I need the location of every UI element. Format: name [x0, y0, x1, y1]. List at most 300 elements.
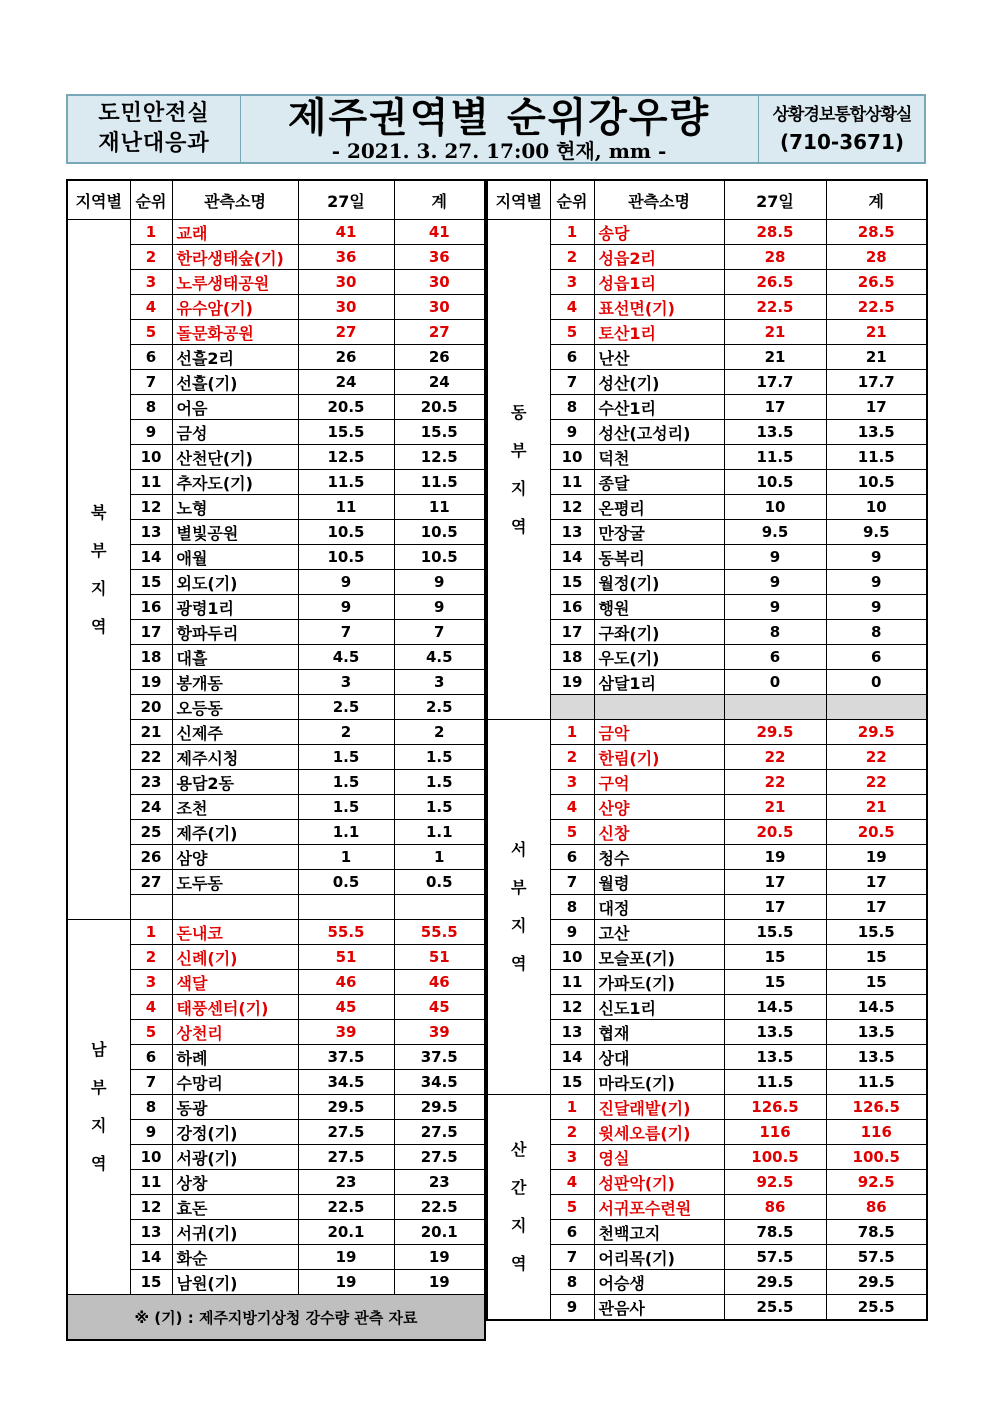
day-rainfall-cell: 9.5 — [724, 520, 826, 545]
station-cell: 성산(고성리) — [594, 420, 724, 445]
region-label: 동 부 지 역 — [487, 220, 550, 720]
station-cell: 신도1리 — [594, 995, 724, 1020]
rank-cell: 10 — [550, 945, 594, 970]
day-rainfall-cell: 100.5 — [724, 1145, 826, 1170]
total-rainfall-cell: 25.5 — [826, 1295, 927, 1321]
day-rainfall-cell: 12.5 — [298, 445, 394, 470]
station-cell: 협재 — [594, 1020, 724, 1045]
station-cell: 어리목(기) — [594, 1245, 724, 1270]
table-row — [487, 420, 927, 445]
table-row — [67, 770, 485, 795]
total-rainfall-cell: 15 — [826, 945, 927, 970]
table-row — [67, 570, 485, 595]
station-cell: 산천단(기) — [172, 445, 298, 470]
station-cell: 상대 — [594, 1045, 724, 1070]
rank-cell — [130, 895, 172, 920]
rank-cell: 12 — [130, 495, 172, 520]
day-rainfall-cell: 9 — [724, 570, 826, 595]
station-cell: 어음 — [172, 395, 298, 420]
day-rainfall-cell: 30 — [298, 270, 394, 295]
total-rainfall-cell: 39 — [394, 1020, 485, 1045]
table-row — [67, 295, 485, 320]
station-cell: 모슬포(기) — [594, 945, 724, 970]
total-rainfall-cell: 14.5 — [826, 995, 927, 1020]
rank-cell: 13 — [130, 1220, 172, 1245]
rank-cell: 7 — [130, 370, 172, 395]
department-office: 도민안전실 — [98, 101, 210, 126]
day-rainfall-cell: 29.5 — [724, 1270, 826, 1295]
table-row — [67, 1145, 485, 1170]
total-rainfall-cell: 78.5 — [826, 1220, 927, 1245]
day-rainfall-cell: 23 — [298, 1170, 394, 1195]
total-rainfall-cell: 9 — [394, 595, 485, 620]
table-row — [487, 295, 927, 320]
table-row — [487, 970, 927, 995]
station-cell: 산양 — [594, 795, 724, 820]
table-row — [487, 645, 927, 670]
total-rainfall-cell: 28.5 — [826, 220, 927, 245]
day-rainfall-cell: 15 — [724, 945, 826, 970]
rank-cell: 3 — [130, 270, 172, 295]
table-row — [487, 945, 927, 970]
station-cell: 제주시청 — [172, 745, 298, 770]
day-rainfall-cell: 11.5 — [724, 1070, 826, 1095]
table-row — [67, 495, 485, 520]
rank-cell: 24 — [130, 795, 172, 820]
total-rainfall-cell: 34.5 — [394, 1070, 485, 1095]
station-cell: 상천리 — [172, 1020, 298, 1045]
station-cell: 신창 — [594, 820, 724, 845]
table-row — [487, 445, 927, 470]
total-rainfall-cell: 20.1 — [394, 1220, 485, 1245]
table-header-row — [67, 180, 485, 220]
total-rainfall-cell: 22 — [826, 770, 927, 795]
day-rainfall-cell: 28 — [724, 245, 826, 270]
day-rainfall-cell: 34.5 — [298, 1070, 394, 1095]
table-row — [67, 1120, 485, 1145]
table-row — [67, 795, 485, 820]
station-cell: 제주(기) — [172, 820, 298, 845]
day-rainfall-cell: 17 — [724, 895, 826, 920]
day-rainfall-cell: 26 — [298, 345, 394, 370]
rank-cell: 8 — [550, 395, 594, 420]
rainfall-table-left — [66, 179, 486, 1341]
rank-cell: 23 — [130, 770, 172, 795]
station-cell: 관음사 — [594, 1295, 724, 1321]
day-rainfall-cell: 19 — [298, 1270, 394, 1295]
station-cell: 성읍1리 — [594, 270, 724, 295]
table-row — [487, 1170, 927, 1195]
day-rainfall-cell: 15.5 — [724, 920, 826, 945]
total-rainfall-cell: 13.5 — [826, 1045, 927, 1070]
day-rainfall-cell: 6 — [724, 645, 826, 670]
table-row — [67, 420, 485, 445]
total-rainfall-cell: 11.5 — [826, 1070, 927, 1095]
rank-cell: 4 — [550, 295, 594, 320]
rank-cell: 4 — [550, 1170, 594, 1195]
table-row — [487, 570, 927, 595]
rank-cell: 19 — [130, 670, 172, 695]
rank-cell: 14 — [130, 545, 172, 570]
day-rainfall-cell: 55.5 — [298, 920, 394, 945]
table-row — [487, 995, 927, 1020]
rank-cell: 5 — [550, 820, 594, 845]
total-rainfall-cell: 11.5 — [826, 445, 927, 470]
total-rainfall-cell: 46 — [394, 970, 485, 995]
total-rainfall-cell: 19 — [826, 845, 927, 870]
station-cell: 동복리 — [594, 545, 724, 570]
day-rainfall-cell: 27 — [298, 320, 394, 345]
table-row — [487, 595, 927, 620]
day-rainfall-cell: 27.5 — [298, 1120, 394, 1145]
table-row — [67, 1045, 485, 1070]
rank-cell: 9 — [130, 1120, 172, 1145]
day-rainfall-cell: 1.5 — [298, 795, 394, 820]
total-rainfall-cell: 86 — [826, 1195, 927, 1220]
station-cell: 동광 — [172, 1095, 298, 1120]
day-rainfall-cell: 27.5 — [298, 1145, 394, 1170]
day-rainfall-cell: 22 — [724, 770, 826, 795]
rank-cell: 22 — [130, 745, 172, 770]
rank-cell: 13 — [130, 520, 172, 545]
col-rank: 순위 — [550, 180, 594, 220]
col-total: 계 — [826, 180, 927, 220]
station-cell: 영실 — [594, 1145, 724, 1170]
total-rainfall-cell: 15 — [826, 970, 927, 995]
station-cell: 온평리 — [594, 495, 724, 520]
total-rainfall-cell: 29.5 — [826, 1270, 927, 1295]
day-rainfall-cell: 0 — [724, 670, 826, 695]
total-rainfall-cell: 1.5 — [394, 795, 485, 820]
table-row — [67, 445, 485, 470]
station-cell: 고산 — [594, 920, 724, 945]
station-cell: 대흘 — [172, 645, 298, 670]
total-rainfall-cell: 1 — [394, 845, 485, 870]
rank-cell: 20 — [130, 695, 172, 720]
station-cell: 용담2동 — [172, 770, 298, 795]
table-row — [67, 395, 485, 420]
table-row — [487, 1070, 927, 1095]
station-cell: 금악 — [594, 720, 724, 745]
station-cell: 가파도(기) — [594, 970, 724, 995]
day-rainfall-cell: 22.5 — [724, 295, 826, 320]
day-rainfall-cell: 15 — [724, 970, 826, 995]
rank-cell: 10 — [550, 445, 594, 470]
total-rainfall-cell: 11.5 — [394, 470, 485, 495]
total-rainfall-cell: 21 — [826, 320, 927, 345]
rank-cell: 3 — [130, 970, 172, 995]
rank-cell: 14 — [130, 1245, 172, 1270]
report-date: - 2021. 3. 27. 17:00 현재, mm - — [331, 139, 667, 163]
rank-cell: 13 — [550, 520, 594, 545]
station-cell: 구좌(기) — [594, 620, 724, 645]
station-cell: 천백고지 — [594, 1220, 724, 1245]
day-rainfall-cell: 45 — [298, 995, 394, 1020]
day-rainfall-cell: 21 — [724, 345, 826, 370]
rank-cell: 15 — [130, 1270, 172, 1295]
total-rainfall-cell: 36 — [394, 245, 485, 270]
rank-cell: 1 — [550, 220, 594, 245]
station-cell: 서귀포수련원 — [594, 1195, 724, 1220]
station-cell: 송당 — [594, 220, 724, 245]
day-rainfall-cell: 1.5 — [298, 745, 394, 770]
table-row — [487, 470, 927, 495]
station-cell: 신례(기) — [172, 945, 298, 970]
rank-cell: 1 — [130, 220, 172, 245]
day-rainfall-cell: 29.5 — [298, 1095, 394, 1120]
rank-cell: 5 — [550, 320, 594, 345]
table-row — [487, 345, 927, 370]
day-rainfall-cell: 13.5 — [724, 420, 826, 445]
table-row — [487, 920, 927, 945]
table-row — [67, 245, 485, 270]
total-rainfall-cell: 29.5 — [826, 720, 927, 745]
day-rainfall-cell: 28.5 — [724, 220, 826, 245]
rank-cell: 26 — [130, 845, 172, 870]
table-row — [487, 320, 927, 345]
rank-cell: 4 — [550, 795, 594, 820]
rank-cell: 12 — [550, 495, 594, 520]
rank-cell: 8 — [130, 395, 172, 420]
station-cell: 남원(기) — [172, 1270, 298, 1295]
table-row — [487, 1270, 927, 1295]
table-row — [487, 495, 927, 520]
rank-cell: 5 — [130, 320, 172, 345]
station-cell: 선흘(기) — [172, 370, 298, 395]
rank-cell: 6 — [130, 1045, 172, 1070]
table-row — [487, 1295, 927, 1321]
total-rainfall-cell: 126.5 — [826, 1095, 927, 1120]
total-rainfall-cell: 17 — [826, 870, 927, 895]
day-rainfall-cell: 11.5 — [724, 445, 826, 470]
station-cell: 색달 — [172, 970, 298, 995]
day-rainfall-cell: 20.5 — [298, 395, 394, 420]
day-rainfall-cell: 41 — [298, 220, 394, 245]
table-row — [67, 320, 485, 345]
rank-cell: 5 — [550, 1195, 594, 1220]
rank-cell: 11 — [130, 470, 172, 495]
total-rainfall-cell: 0 — [826, 670, 927, 695]
phone-number: (710-3671) — [780, 130, 904, 154]
total-rainfall-cell: 17 — [826, 895, 927, 920]
day-rainfall-cell: 86 — [724, 1195, 826, 1220]
total-rainfall-cell: 13.5 — [826, 1020, 927, 1045]
table-row — [487, 545, 927, 570]
day-rainfall-cell: 17 — [724, 395, 826, 420]
total-rainfall-cell: 10 — [826, 495, 927, 520]
station-cell: 조천 — [172, 795, 298, 820]
rank-cell: 11 — [550, 470, 594, 495]
total-rainfall-cell: 21 — [826, 795, 927, 820]
total-rainfall-cell: 6 — [826, 645, 927, 670]
total-rainfall-cell: 19 — [394, 1270, 485, 1295]
station-cell: 별빛공원 — [172, 520, 298, 545]
day-rainfall-cell: 17.7 — [724, 370, 826, 395]
day-rainfall-cell: 4.5 — [298, 645, 394, 670]
total-rainfall-cell: 27 — [394, 320, 485, 345]
station-cell: 성읍2리 — [594, 245, 724, 270]
total-rainfall-cell: 22.5 — [394, 1195, 485, 1220]
total-rainfall-cell: 15.5 — [394, 420, 485, 445]
table-row — [67, 345, 485, 370]
day-rainfall-cell: 51 — [298, 945, 394, 970]
rank-cell: 14 — [550, 1045, 594, 1070]
table-row — [487, 870, 927, 895]
table-row — [67, 995, 485, 1020]
col-region: 지역별 — [67, 180, 130, 220]
station-cell: 구억 — [594, 770, 724, 795]
table-row — [67, 220, 485, 245]
day-rainfall-cell: 46 — [298, 970, 394, 995]
col-day: 27일 — [298, 180, 394, 220]
footnote: ※ (기) : 제주지방기상청 강수량 관측 자료 — [67, 1295, 485, 1341]
table-row — [67, 545, 485, 570]
table-row — [487, 1245, 927, 1270]
note-row — [67, 1295, 485, 1341]
station-cell: 돈내코 — [172, 920, 298, 945]
contact-box — [758, 96, 925, 162]
station-cell: 서귀(기) — [172, 1220, 298, 1245]
rank-cell: 10 — [130, 445, 172, 470]
total-rainfall-cell: 13.5 — [826, 420, 927, 445]
station-cell: 교래 — [172, 220, 298, 245]
station-cell: 우도(기) — [594, 645, 724, 670]
day-rainfall-cell: 126.5 — [724, 1095, 826, 1120]
total-rainfall-cell — [394, 895, 485, 920]
day-rainfall-cell: 22.5 — [298, 1195, 394, 1220]
station-cell: 어승생 — [594, 1270, 724, 1295]
rank-cell: 7 — [550, 870, 594, 895]
rank-cell: 4 — [130, 995, 172, 1020]
station-cell: 삼양 — [172, 845, 298, 870]
station-cell: 한라생태숲(기) — [172, 245, 298, 270]
total-rainfall-cell: 9 — [394, 570, 485, 595]
day-rainfall-cell: 9 — [724, 595, 826, 620]
rank-cell: 6 — [130, 345, 172, 370]
table-row — [67, 820, 485, 845]
table-row — [67, 945, 485, 970]
table-row — [487, 695, 927, 720]
day-rainfall-cell: 2 — [298, 720, 394, 745]
table-row — [67, 695, 485, 720]
table-row — [487, 620, 927, 645]
total-rainfall-cell: 12.5 — [394, 445, 485, 470]
total-rainfall-cell: 22.5 — [826, 295, 927, 320]
station-cell: 성판악(기) — [594, 1170, 724, 1195]
day-rainfall-cell: 7 — [298, 620, 394, 645]
total-rainfall-cell: 20.5 — [394, 395, 485, 420]
total-rainfall-cell: 1.5 — [394, 745, 485, 770]
table-row — [487, 845, 927, 870]
empty-cell — [724, 695, 826, 720]
rank-cell: 11 — [550, 970, 594, 995]
day-rainfall-cell: 11.5 — [298, 470, 394, 495]
table-row — [67, 645, 485, 670]
rank-cell: 18 — [550, 645, 594, 670]
rank-cell: 14 — [550, 545, 594, 570]
total-rainfall-cell: 17.7 — [826, 370, 927, 395]
rank-cell: 15 — [550, 570, 594, 595]
station-cell: 도두동 — [172, 870, 298, 895]
table-row — [487, 1195, 927, 1220]
day-rainfall-cell: 9 — [724, 545, 826, 570]
table-header-row — [487, 180, 927, 220]
table-row — [487, 1145, 927, 1170]
col-region: 지역별 — [487, 180, 550, 220]
total-rainfall-cell: 21 — [826, 345, 927, 370]
station-cell: 청수 — [594, 845, 724, 870]
day-rainfall-cell — [298, 895, 394, 920]
table-row — [487, 670, 927, 695]
total-rainfall-cell: 9.5 — [826, 520, 927, 545]
rank-cell: 10 — [130, 1145, 172, 1170]
table-row — [67, 970, 485, 995]
total-rainfall-cell: 37.5 — [394, 1045, 485, 1070]
day-rainfall-cell: 2.5 — [298, 695, 394, 720]
table-row — [67, 920, 485, 945]
station-cell: 항파두리 — [172, 620, 298, 645]
day-rainfall-cell: 78.5 — [724, 1220, 826, 1245]
rank-cell: 27 — [130, 870, 172, 895]
rank-cell: 2 — [550, 1120, 594, 1145]
report-header — [66, 94, 926, 164]
table-row — [487, 1120, 927, 1145]
table-row — [67, 620, 485, 645]
table-row — [67, 1270, 485, 1295]
rainfall-table-right — [486, 179, 928, 1321]
station-cell: 외도(기) — [172, 570, 298, 595]
total-rainfall-cell: 10.5 — [394, 545, 485, 570]
station-cell: 유수암(기) — [172, 295, 298, 320]
day-rainfall-cell: 21 — [724, 320, 826, 345]
total-rainfall-cell: 51 — [394, 945, 485, 970]
station-cell: 삼달1리 — [594, 670, 724, 695]
day-rainfall-cell: 20.5 — [724, 820, 826, 845]
total-rainfall-cell: 8 — [826, 620, 927, 645]
day-rainfall-cell: 22 — [724, 745, 826, 770]
total-rainfall-cell: 7 — [394, 620, 485, 645]
station-cell: 봉개동 — [172, 670, 298, 695]
table-row — [487, 895, 927, 920]
total-rainfall-cell: 11 — [394, 495, 485, 520]
region-label: 산 간 지 역 — [487, 1095, 550, 1321]
total-rainfall-cell: 29.5 — [394, 1095, 485, 1120]
day-rainfall-cell: 1.1 — [298, 820, 394, 845]
table-row — [67, 595, 485, 620]
station-cell: 한림(기) — [594, 745, 724, 770]
table-row — [487, 520, 927, 545]
total-rainfall-cell: 2.5 — [394, 695, 485, 720]
day-rainfall-cell: 25.5 — [724, 1295, 826, 1321]
rank-cell: 3 — [550, 1145, 594, 1170]
day-rainfall-cell: 9 — [298, 595, 394, 620]
rank-cell: 6 — [550, 1220, 594, 1245]
rank-cell: 5 — [130, 1020, 172, 1045]
rank-cell: 11 — [130, 1170, 172, 1195]
total-rainfall-cell: 9 — [826, 545, 927, 570]
rank-cell: 12 — [550, 995, 594, 1020]
day-rainfall-cell: 26.5 — [724, 270, 826, 295]
total-rainfall-cell: 45 — [394, 995, 485, 1020]
rank-cell: 1 — [130, 920, 172, 945]
total-rainfall-cell: 17 — [826, 395, 927, 420]
rank-cell: 9 — [550, 920, 594, 945]
station-cell: 월정(기) — [594, 570, 724, 595]
department-division: 재난대응과 — [98, 131, 210, 156]
table-row — [67, 470, 485, 495]
table-row — [487, 770, 927, 795]
total-rainfall-cell: 1.1 — [394, 820, 485, 845]
